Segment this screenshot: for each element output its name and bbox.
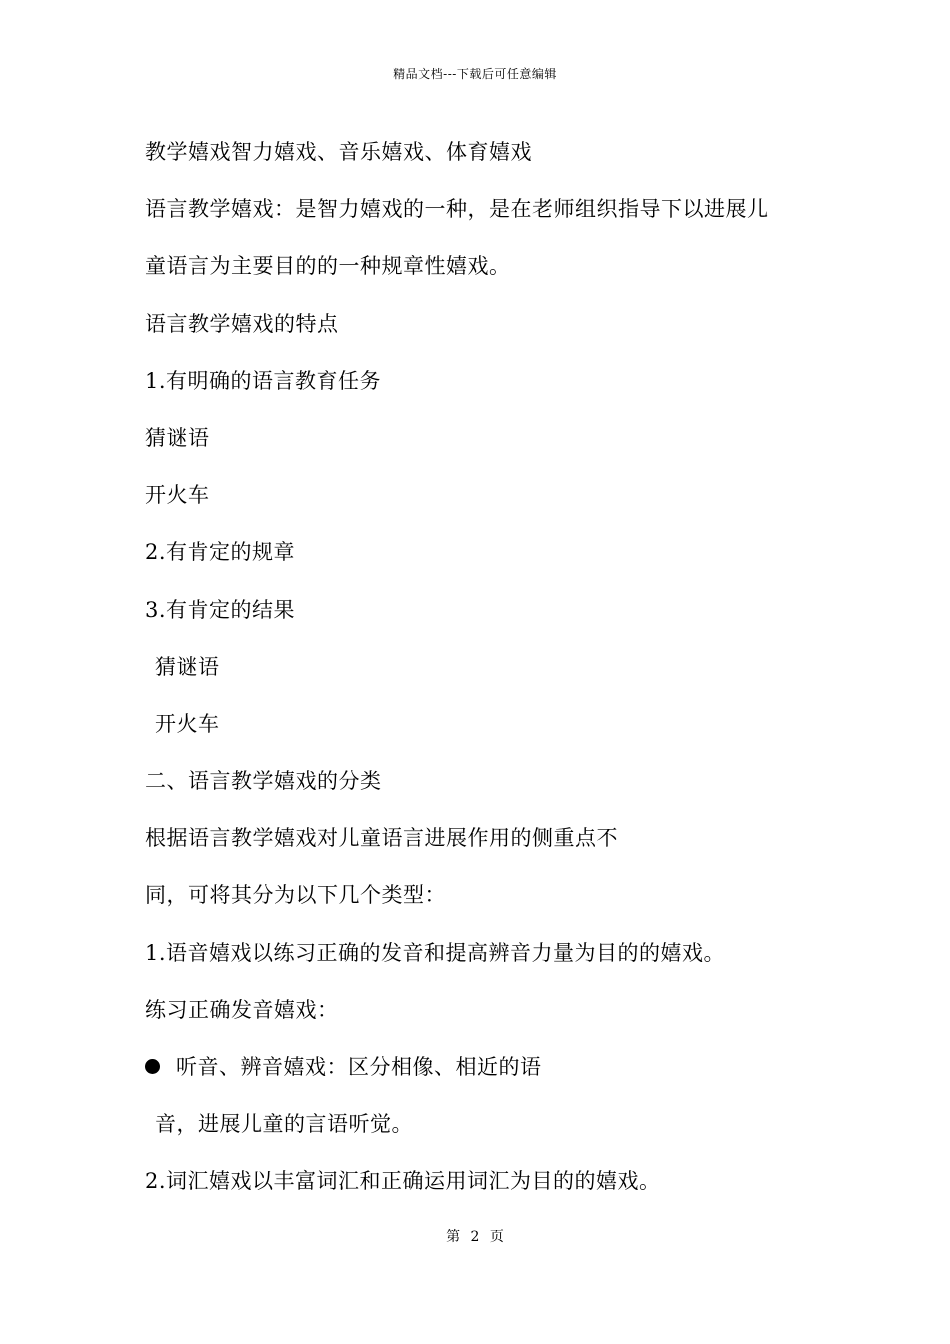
paragraph-line: 同，可将其分为以下几个类型：	[145, 883, 446, 908]
example-item: 猜谜语	[145, 425, 210, 450]
page-footer-prefix: 第	[446, 1229, 461, 1245]
numbered-item: 3.有肯定的结果	[145, 597, 296, 622]
page-footer-suffix: 页	[489, 1229, 504, 1245]
numbered-item: 2.词汇嬉戏以丰富词汇和正确运用词汇为目的的嬉戏。	[145, 1169, 661, 1194]
example-item: 开火车	[155, 711, 220, 736]
bullet-item	[145, 1048, 845, 1105]
paragraph-line: 语言教学嬉戏：是智力嬉戏的一种，是在老师组织指导下以进展儿	[145, 197, 769, 222]
paragraph-line: 教学嬉戏智力嬉戏、音乐嬉戏、体育嬉戏	[145, 140, 532, 164]
section-heading: 语言教学嬉戏的特点	[145, 311, 339, 336]
page-header: 精品文档---下载后可任意编辑	[393, 67, 557, 81]
example-item: 猜谜语	[155, 654, 220, 679]
document-body	[145, 133, 845, 1220]
numbered-item: 1.语音嬉戏以练习正确的发音和提高辨音力量为目的的嬉戏。	[145, 940, 726, 965]
paragraph-line: 练习正确发音嬉戏：	[145, 997, 339, 1022]
paragraph-line: 根据语言教学嬉戏对儿童语言进展作用的侧重点不	[145, 826, 618, 851]
numbered-item: 1.有明确的语言教育任务	[145, 368, 382, 393]
example-item: 开火车	[145, 483, 210, 508]
bullet-icon	[145, 1059, 160, 1074]
page-number: 2	[470, 1229, 480, 1245]
numbered-item: 2.有肯定的规章	[145, 540, 296, 565]
bullet-item-text: 听音、辨音嬉戏：区分相像、相近的语	[176, 1055, 542, 1079]
page-footer	[0, 1228, 950, 1246]
paragraph-line: 音，进展儿童的言语听觉。	[155, 1112, 413, 1137]
paragraph-line: 童语言为主要目的的一种规章性嬉戏。	[145, 254, 511, 279]
section-heading: 二、语言教学嬉戏的分类	[145, 769, 382, 794]
